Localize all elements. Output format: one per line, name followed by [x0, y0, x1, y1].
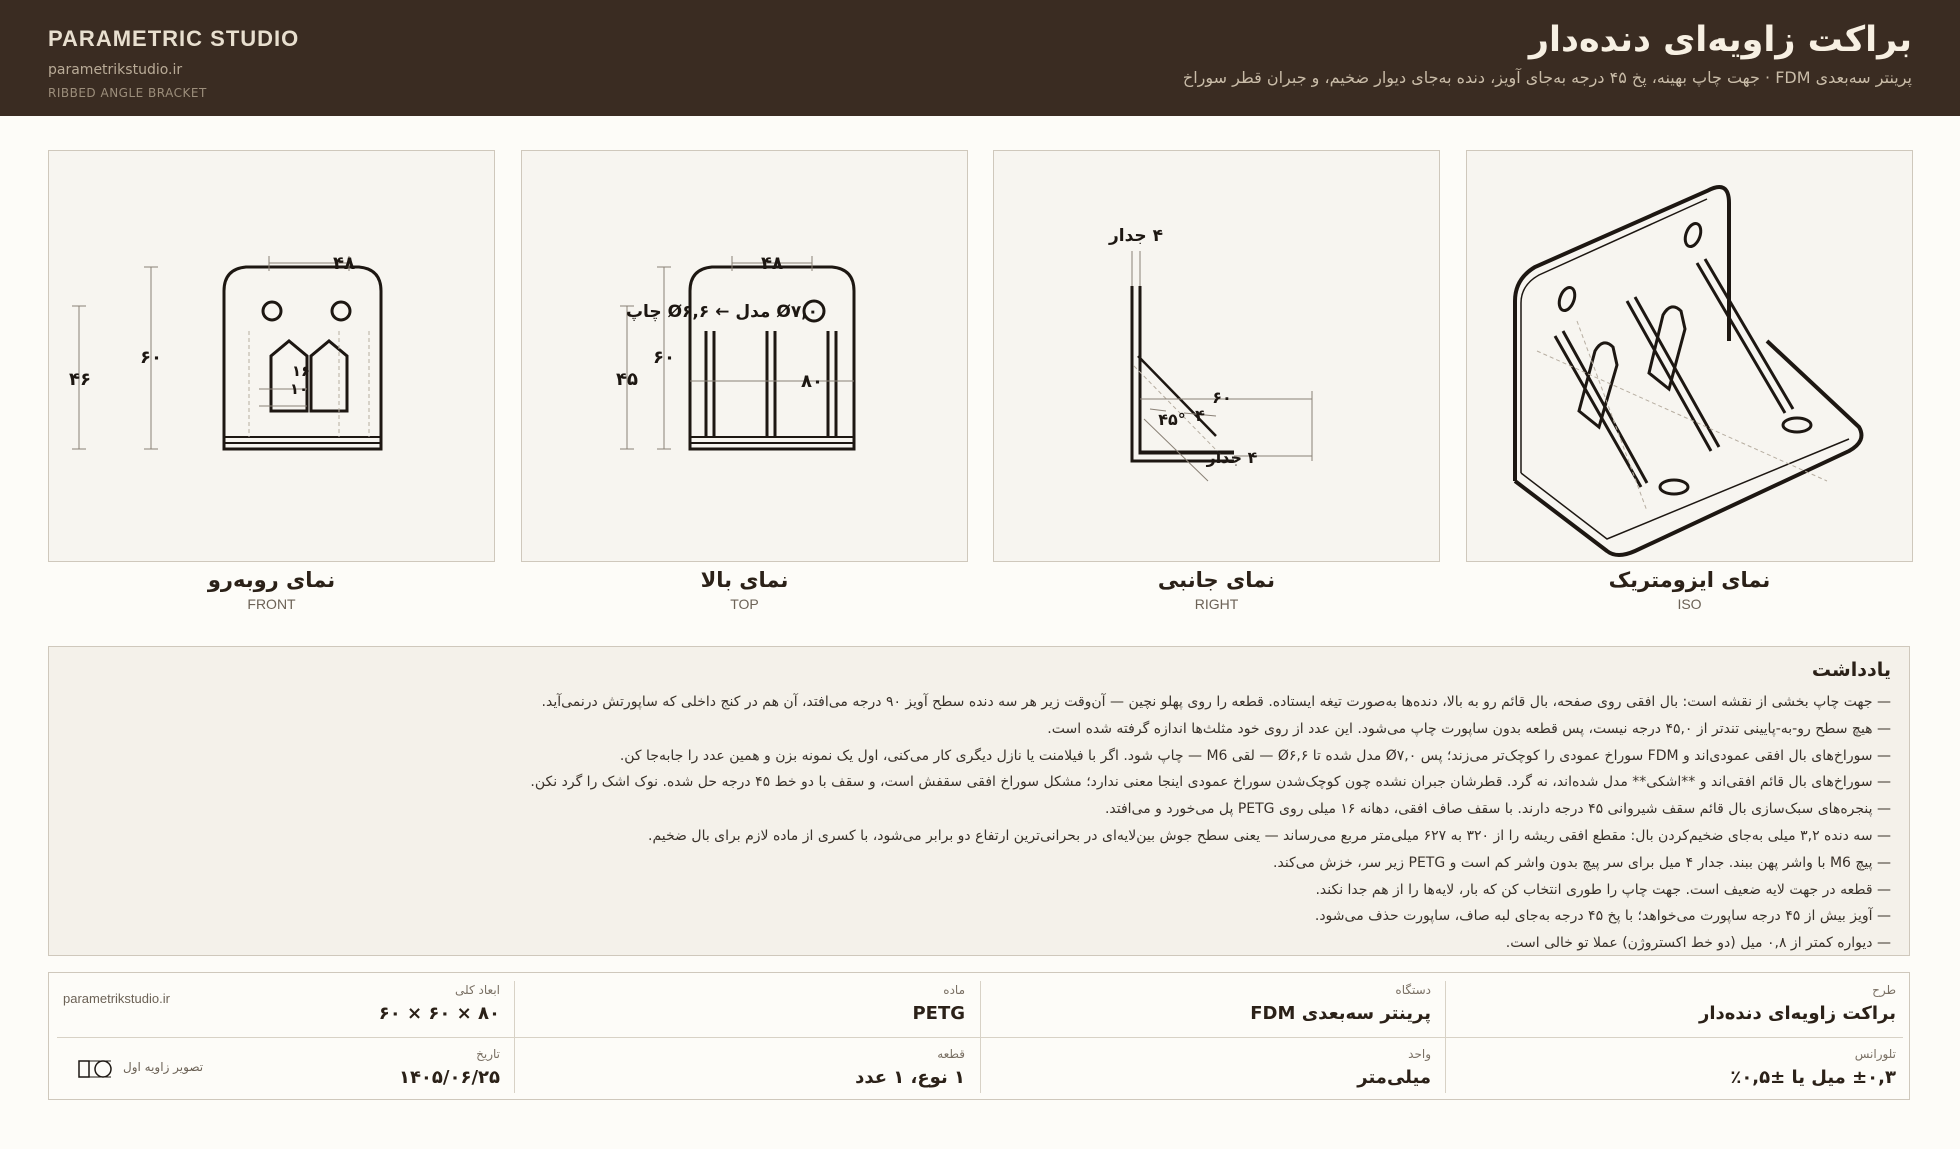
- brand-block: [48, 26, 299, 100]
- side-dim-wall-vertical: ۴ جدار: [1109, 226, 1163, 246]
- field-value: ۸۰ × ۶۰ × ۶۰: [378, 1003, 500, 1024]
- front-drawing: [49, 151, 494, 561]
- panel-top: [521, 150, 968, 562]
- caption-isometric: [1466, 568, 1913, 612]
- field-label: دستگاه: [1395, 983, 1431, 997]
- brand-subtitle: RIBBED ANGLE BRACKET: [48, 86, 207, 100]
- field-label: ابعاد کلی: [455, 983, 500, 997]
- view-subtitle-right: RIGHT: [1194, 596, 1239, 612]
- top-base-lines: [690, 437, 854, 443]
- field-value: میلی‌متر: [1357, 1067, 1431, 1088]
- iso-horizontal-flange: [1515, 341, 1861, 555]
- iso-rib-3: [1697, 259, 1793, 413]
- top-dim-h2: ۴۵: [616, 369, 638, 390]
- field-machine: [980, 973, 1445, 1036]
- front-hidden-ribs: [249, 331, 369, 437]
- note-item: — هیچ سطح رو-به-پایینی تندتر از ۴۵,۰ درجه نیست، پس قطعه بدون ساپورت چاپ می‌شود. این عدد از روی خود مثلث‌ها اندازه گرفته شده است.: [1047, 720, 1891, 737]
- header: [0, 0, 1960, 116]
- top-dim-h: ۶۰: [653, 347, 675, 368]
- side-dim-lines: [1132, 251, 1312, 461]
- brand-name: PARAMETRIC STUDIO: [48, 26, 300, 51]
- iso-hole-3: [1660, 480, 1688, 494]
- projection-label: تصویر زاویه اول: [123, 1060, 204, 1074]
- field-material: [514, 973, 979, 1036]
- field-value: ±۰,۳ میل یا ±۰,۵٪: [1730, 1067, 1896, 1088]
- title-block-table: [48, 972, 1910, 1100]
- iso-hole-2: [1682, 221, 1703, 248]
- caption-top: [521, 568, 968, 612]
- view-title-right: نمای جانبی: [1157, 568, 1276, 592]
- top-drawing: [522, 151, 967, 561]
- title-block: [1183, 20, 1912, 87]
- projection-symbol: [63, 1055, 203, 1085]
- view-title-isometric: نمای ایزومتریک: [1608, 568, 1771, 592]
- note-item: — سوراخ‌های بال قائم افقی‌اند و **اشکی** مدل شده‌اند، نه گرد. قطرشان جبران نشده چون کوچک‌شدن سوراخ عمودی اینجا معنی ندارد؛ مشکل سوراخ افقی سقفش است، و سقف با دو خط ۴۵ درجه حل شده. نوک اشک را گرد نکن.: [530, 774, 1891, 791]
- field-label: تاریخ: [476, 1047, 500, 1061]
- iso-hole-1: [1556, 285, 1577, 312]
- caption-front: [48, 568, 495, 612]
- caption-right: [993, 568, 1440, 612]
- view-subtitle-front: FRONT: [247, 596, 296, 612]
- field-value: ۱۴۰۵/۰۶/۲۵: [398, 1067, 500, 1088]
- field-label: واحد: [1408, 1047, 1431, 1061]
- panel-right: [993, 150, 1440, 562]
- field-label: قطعه: [937, 1047, 965, 1061]
- field-unit: [980, 1037, 1445, 1100]
- side-dim-wall-horizontal: ۴ جدار: [1206, 448, 1258, 467]
- field-value: پرینتر سه‌بعدی FDM: [1250, 1003, 1431, 1024]
- iso-hole-4: [1783, 418, 1811, 432]
- front-dim-window-width: ۱۰: [289, 380, 309, 398]
- view-subtitle-top: TOP: [730, 596, 759, 612]
- field-design: [1445, 973, 1910, 1036]
- panel-front: [48, 150, 495, 562]
- field-part: [514, 1037, 979, 1100]
- front-base-lines: [224, 437, 381, 443]
- top-dim-length: ۸۰: [801, 371, 823, 392]
- isometric-drawing: [1467, 151, 1912, 561]
- side-dim-length: ۶۰: [1212, 388, 1232, 407]
- front-outline: [224, 267, 381, 449]
- note-item: — پنجره‌های سبک‌سازی بال قائم سقف شیروانی ۴۵ درجه دارند. با سقف صاف افقی، دهانه ۱۶ میلی روی PETG پل می‌خورد و می‌افتد.: [1104, 801, 1891, 818]
- note-item: — پیچ M6 با واشر پهن ببند. جدار ۴ میل برای سر پیچ بدون واشر کم است و PETG زیر سر، خزش می‌کند.: [1273, 854, 1891, 871]
- notes-title: یادداشت: [1811, 659, 1891, 681]
- brand-website: parametrikstudio.ir: [48, 62, 183, 78]
- first-angle-projection-icon: [75, 1057, 119, 1081]
- notes-list: [67, 689, 1891, 957]
- front-dim-h2: ۴۶: [69, 369, 91, 390]
- front-hole-2: [332, 302, 350, 320]
- top-dim-width: ۴۸: [761, 253, 783, 274]
- notes-box: [48, 646, 1910, 956]
- view-title-front: نمای روبه‌رو: [207, 568, 336, 592]
- front-dim-width: ۴۸: [333, 253, 355, 274]
- note-item: — دیواره کمتر از ۰,۸ میل (دو خط اکستروژن) عملا تو خالی است.: [1505, 935, 1891, 952]
- panel-isometric: [1466, 150, 1913, 562]
- front-dim-window-height: ۱۶: [291, 362, 311, 380]
- footer-website: parametrikstudio.ir: [63, 991, 170, 1006]
- iso-rib-1: [1555, 331, 1647, 487]
- side-dim-rib: ۴: [1195, 406, 1205, 425]
- iso-vertical-flange-inner: [1521, 199, 1707, 473]
- note-item: — قطعه در جهت لایه ضعیف است. جهت چاپ را طوری انتخاب کن که بار، لایه‌ها را از هم جدا نکند.: [1315, 881, 1891, 898]
- view-subtitle-isometric: ISO: [1677, 596, 1702, 612]
- page-title: براکت زاویه‌ای دنده‌دار: [1528, 20, 1912, 60]
- page-description: پرینتر سه‌بعدی FDM · جهت چاپ بهینه، پخ ۴۵ درجه به‌جای آویز، دنده به‌جای دیوار ضخیم، و جبران قطر سوراخ: [1182, 68, 1912, 87]
- note-item: — جهت چاپ بخشی از نقشه است: بال افقی روی صفحه، بال قائم رو به بالا، دنده‌ها به‌صورت تیغه ایستاده. قطعه را روی پهلو نچین — آن‌وقت زیر هر سه دنده سطح آویز ۹۰ درجه می‌افتد، آن هم در کنج داخلی که ساپورتش درنمی‌آید.: [541, 694, 1891, 710]
- field-label: تلورانس: [1854, 1047, 1896, 1061]
- field-label: ماده: [943, 983, 965, 997]
- note-item: — سه دنده ۳,۲ میلی به‌جای ضخیم‌کردن بال: مقطع افقی ریشه را از ۳۲۰ به ۶۲۷ میلی‌متر مربع می‌رساند — یعنی سطح جوش بین‌لایه‌ای در بحرانی‌ترین ارتفاع دو برابر می‌شود، با کسری از ماده لازم برای بال ضخیم.: [648, 827, 1891, 844]
- front-window-2: [311, 341, 347, 411]
- front-dim-h: ۶۰: [140, 347, 162, 368]
- note-item: — سوراخ‌های بال افقی عمودی‌اند و FDM سوراخ عمودی را کوچک‌تر می‌زند؛ پس Ø۷,۰ مدل شده تا Ø۶,۶ — لقی M6 — چاپ شود. اگر با فیلامنت یا نازل دیگری کار می‌کنی، اول یک نمونه بزن و همین عدد را جابه‌جا کن.: [619, 747, 1891, 764]
- side-profile-inner: [1140, 286, 1234, 453]
- top-dim-hole: Ø۷,۰ مدل ← Ø۶,۶ چاپ: [625, 302, 819, 322]
- front-hole-1: [263, 302, 281, 320]
- view-title-top: نمای بالا: [700, 568, 789, 592]
- side-drawing: [994, 151, 1439, 561]
- field-value: ۱ نوع، ۱ عدد: [855, 1067, 965, 1088]
- field-tolerance: [1445, 1037, 1910, 1100]
- side-profile-outer: [1132, 286, 1234, 461]
- note-item: — آویز بیش از ۴۵ درجه ساپورت می‌خواهد؛ با پخ ۴۵ درجه به‌جای لبه صاف، ساپورت حذف می‌شود.: [1314, 908, 1891, 925]
- field-value: PETG: [912, 1003, 965, 1024]
- field-label: طرح: [1872, 983, 1896, 997]
- field-value: براکت زاویه‌ای دنده‌دار: [1698, 1003, 1896, 1024]
- side-dim-angle: ۴۵°: [1158, 410, 1186, 429]
